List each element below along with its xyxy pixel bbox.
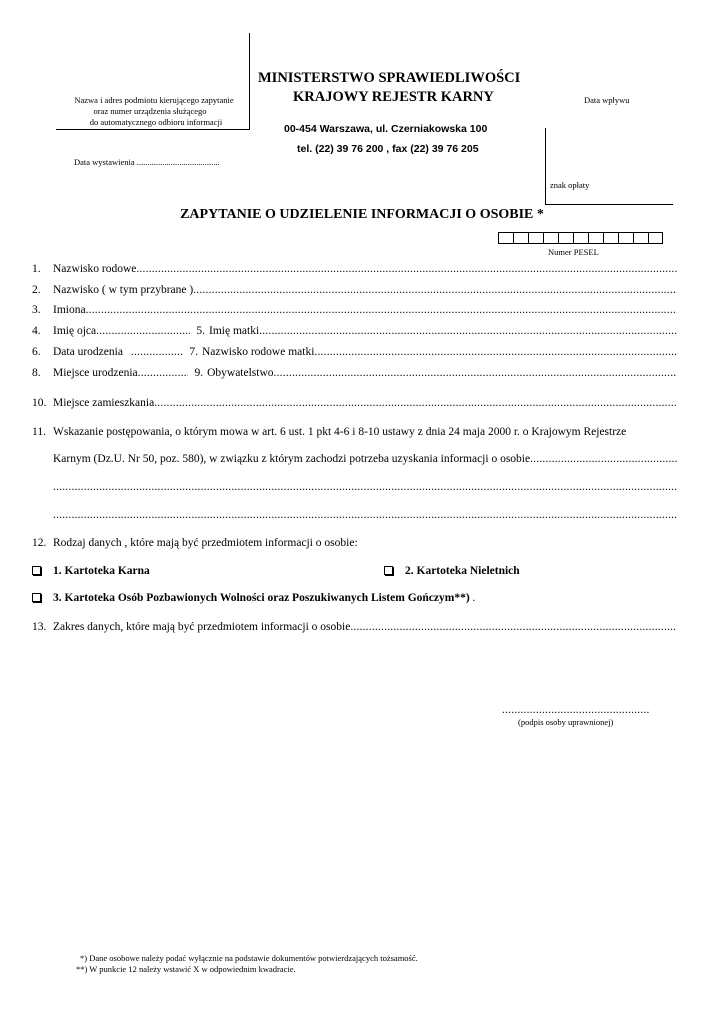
fill-line[interactable] — [136, 263, 677, 275]
fill-line[interactable] — [96, 325, 190, 337]
fill-line[interactable] — [259, 325, 677, 337]
fee-stamp-label: znak opłaty — [550, 180, 590, 190]
fill-line[interactable] — [53, 481, 677, 493]
field-data-scope[interactable]: 13. Zakres danych, które mają być przedmiotem informacji o osobie ..... — [32, 621, 677, 637]
ministry-name: MINISTERSTWO SPRAWIEDLIWOŚCI — [258, 70, 521, 86]
field-first-names[interactable]: 3. Imiona ..... — [32, 304, 677, 320]
pesel-digit-cell[interactable] — [558, 232, 573, 244]
fill-line[interactable] — [350, 621, 677, 633]
checkbox-icon[interactable] — [384, 566, 393, 575]
field-father-name[interactable]: Imię ojca ..... — [53, 325, 190, 337]
checkbox-icon[interactable] — [32, 593, 41, 602]
fill-line[interactable] — [131, 346, 183, 358]
field-proceeding-line-2[interactable]: Karnym (Dz.U. Nr 50, poz. 580), w związku z którym zachodzi potrzeba uzyskania informacji o osobie ..... — [32, 453, 677, 469]
field-proceeding-line-4[interactable] — [32, 509, 677, 525]
pesel-digit-cell[interactable] — [498, 232, 513, 244]
pesel-digit-cell[interactable] — [573, 232, 588, 244]
field-mother-name[interactable]: 5. Imię matki ..... — [196, 325, 677, 337]
signature-label: (podpis osoby uprawnionej) — [518, 717, 614, 727]
ministry-phone: tel. (22) 39 76 200 , fax (22) 39 76 205 — [297, 143, 479, 155]
pesel-digit-cell[interactable] — [633, 232, 648, 244]
pesel-digit-cell[interactable] — [588, 232, 603, 244]
registry-name: KRAJOWY REJESTR KARNY — [293, 89, 494, 105]
signature-line[interactable]: ................................................ — [502, 704, 650, 716]
footnote-2: **) W punkcie 12 należy wstawić X w odpowiednim kwadracie. — [76, 964, 296, 974]
sender-label-line-3: do automatycznego odbioru informacji — [89, 117, 223, 127]
fill-line[interactable] — [86, 304, 677, 316]
field-residence[interactable]: 10. Miejsce zamieszkania ..... — [32, 397, 677, 413]
fill-line[interactable] — [138, 367, 189, 379]
option-criminal-record[interactable]: 1. Kartoteka Karna — [32, 565, 150, 577]
pesel-digit-cell[interactable] — [618, 232, 633, 244]
field-proceeding-line-3[interactable] — [32, 481, 677, 497]
fill-line[interactable] — [274, 367, 677, 379]
fill-line[interactable] — [530, 453, 677, 465]
pesel-digit-cell[interactable] — [528, 232, 543, 244]
checkbox-icon[interactable] — [32, 566, 41, 575]
field-citizenship[interactable]: 9. Obywatelstwo ..... — [194, 367, 677, 379]
field-data-type: 12. Rodzaj danych , które mają być przedmiotem informacji o osobie: — [32, 537, 358, 549]
fill-line[interactable] — [154, 397, 677, 409]
footnote-1: *) Dane osobowe należy podać wyłącznie na podstawie dokumentów potwierdzających tożsamość. — [80, 953, 418, 963]
field-row-parents: 4. Imię ojca ..... 5. Imię matki ..... — [32, 325, 677, 341]
field-row-origin: 8. Miejsce urodzenia ..... 9. Obywatelstwo ..... — [32, 367, 677, 383]
form-title: ZAPYTANIE O UDZIELENIE INFORMACJI O OSOBIE * — [180, 207, 544, 222]
ministry-address: 00-454 Warszawa, ul. Czerniakowska 100 — [284, 123, 488, 135]
pesel-digit-cell[interactable] — [543, 232, 558, 244]
sender-label-line-1: Nazwa i adres podmiotu kierującego zapytanie — [74, 95, 234, 105]
field-maiden-name[interactable]: 1. Nazwisko rodowe ..... — [32, 263, 677, 279]
pesel-digit-cell[interactable] — [648, 232, 663, 244]
fill-line[interactable] — [193, 284, 677, 296]
pesel-digit-cell[interactable] — [603, 232, 618, 244]
pesel-digit-cell[interactable] — [513, 232, 528, 244]
field-surname[interactable]: 2. Nazwisko ( w tym przybrane ) ..... — [32, 284, 677, 300]
pesel-label: Numer PESEL — [548, 247, 599, 257]
pesel-grid[interactable] — [498, 232, 663, 244]
receipt-date-label: Data wpływu — [584, 95, 630, 105]
option-juvenile-record[interactable]: 2. Kartoteka Nieletnich — [384, 565, 520, 577]
field-birth-place[interactable]: Miejsce urodzenia ..... — [53, 367, 188, 379]
field-proceeding-line-1: 11. Wskazanie postępowania, o którym mowa w art. 6 ust. 1 pkt 4-6 i 8-10 ustawy z dnia 24 maja 2000 r. o Krajowym Rejestrze — [32, 426, 627, 438]
fill-line[interactable] — [53, 509, 677, 521]
field-birth-date[interactable]: Data urodzenia ..... — [53, 346, 183, 358]
fill-line[interactable] — [314, 346, 677, 358]
issue-date-field[interactable]: Data wystawienia ....................................... — [74, 157, 220, 167]
field-row-birth: 6. Data urodzenia ..... 7. Nazwisko rodowe matki ..... — [32, 346, 677, 362]
field-mother-maiden-name[interactable]: 7. Nazwisko rodowe matki ..... — [189, 346, 677, 358]
sender-label-line-2: oraz numer urządzenia służącego — [93, 106, 207, 116]
option-detained-wanted-record[interactable]: 3. Kartoteka Osób Pozbawionych Wolności oraz Poszukiwanych Listem Gończym**) . — [32, 592, 475, 604]
